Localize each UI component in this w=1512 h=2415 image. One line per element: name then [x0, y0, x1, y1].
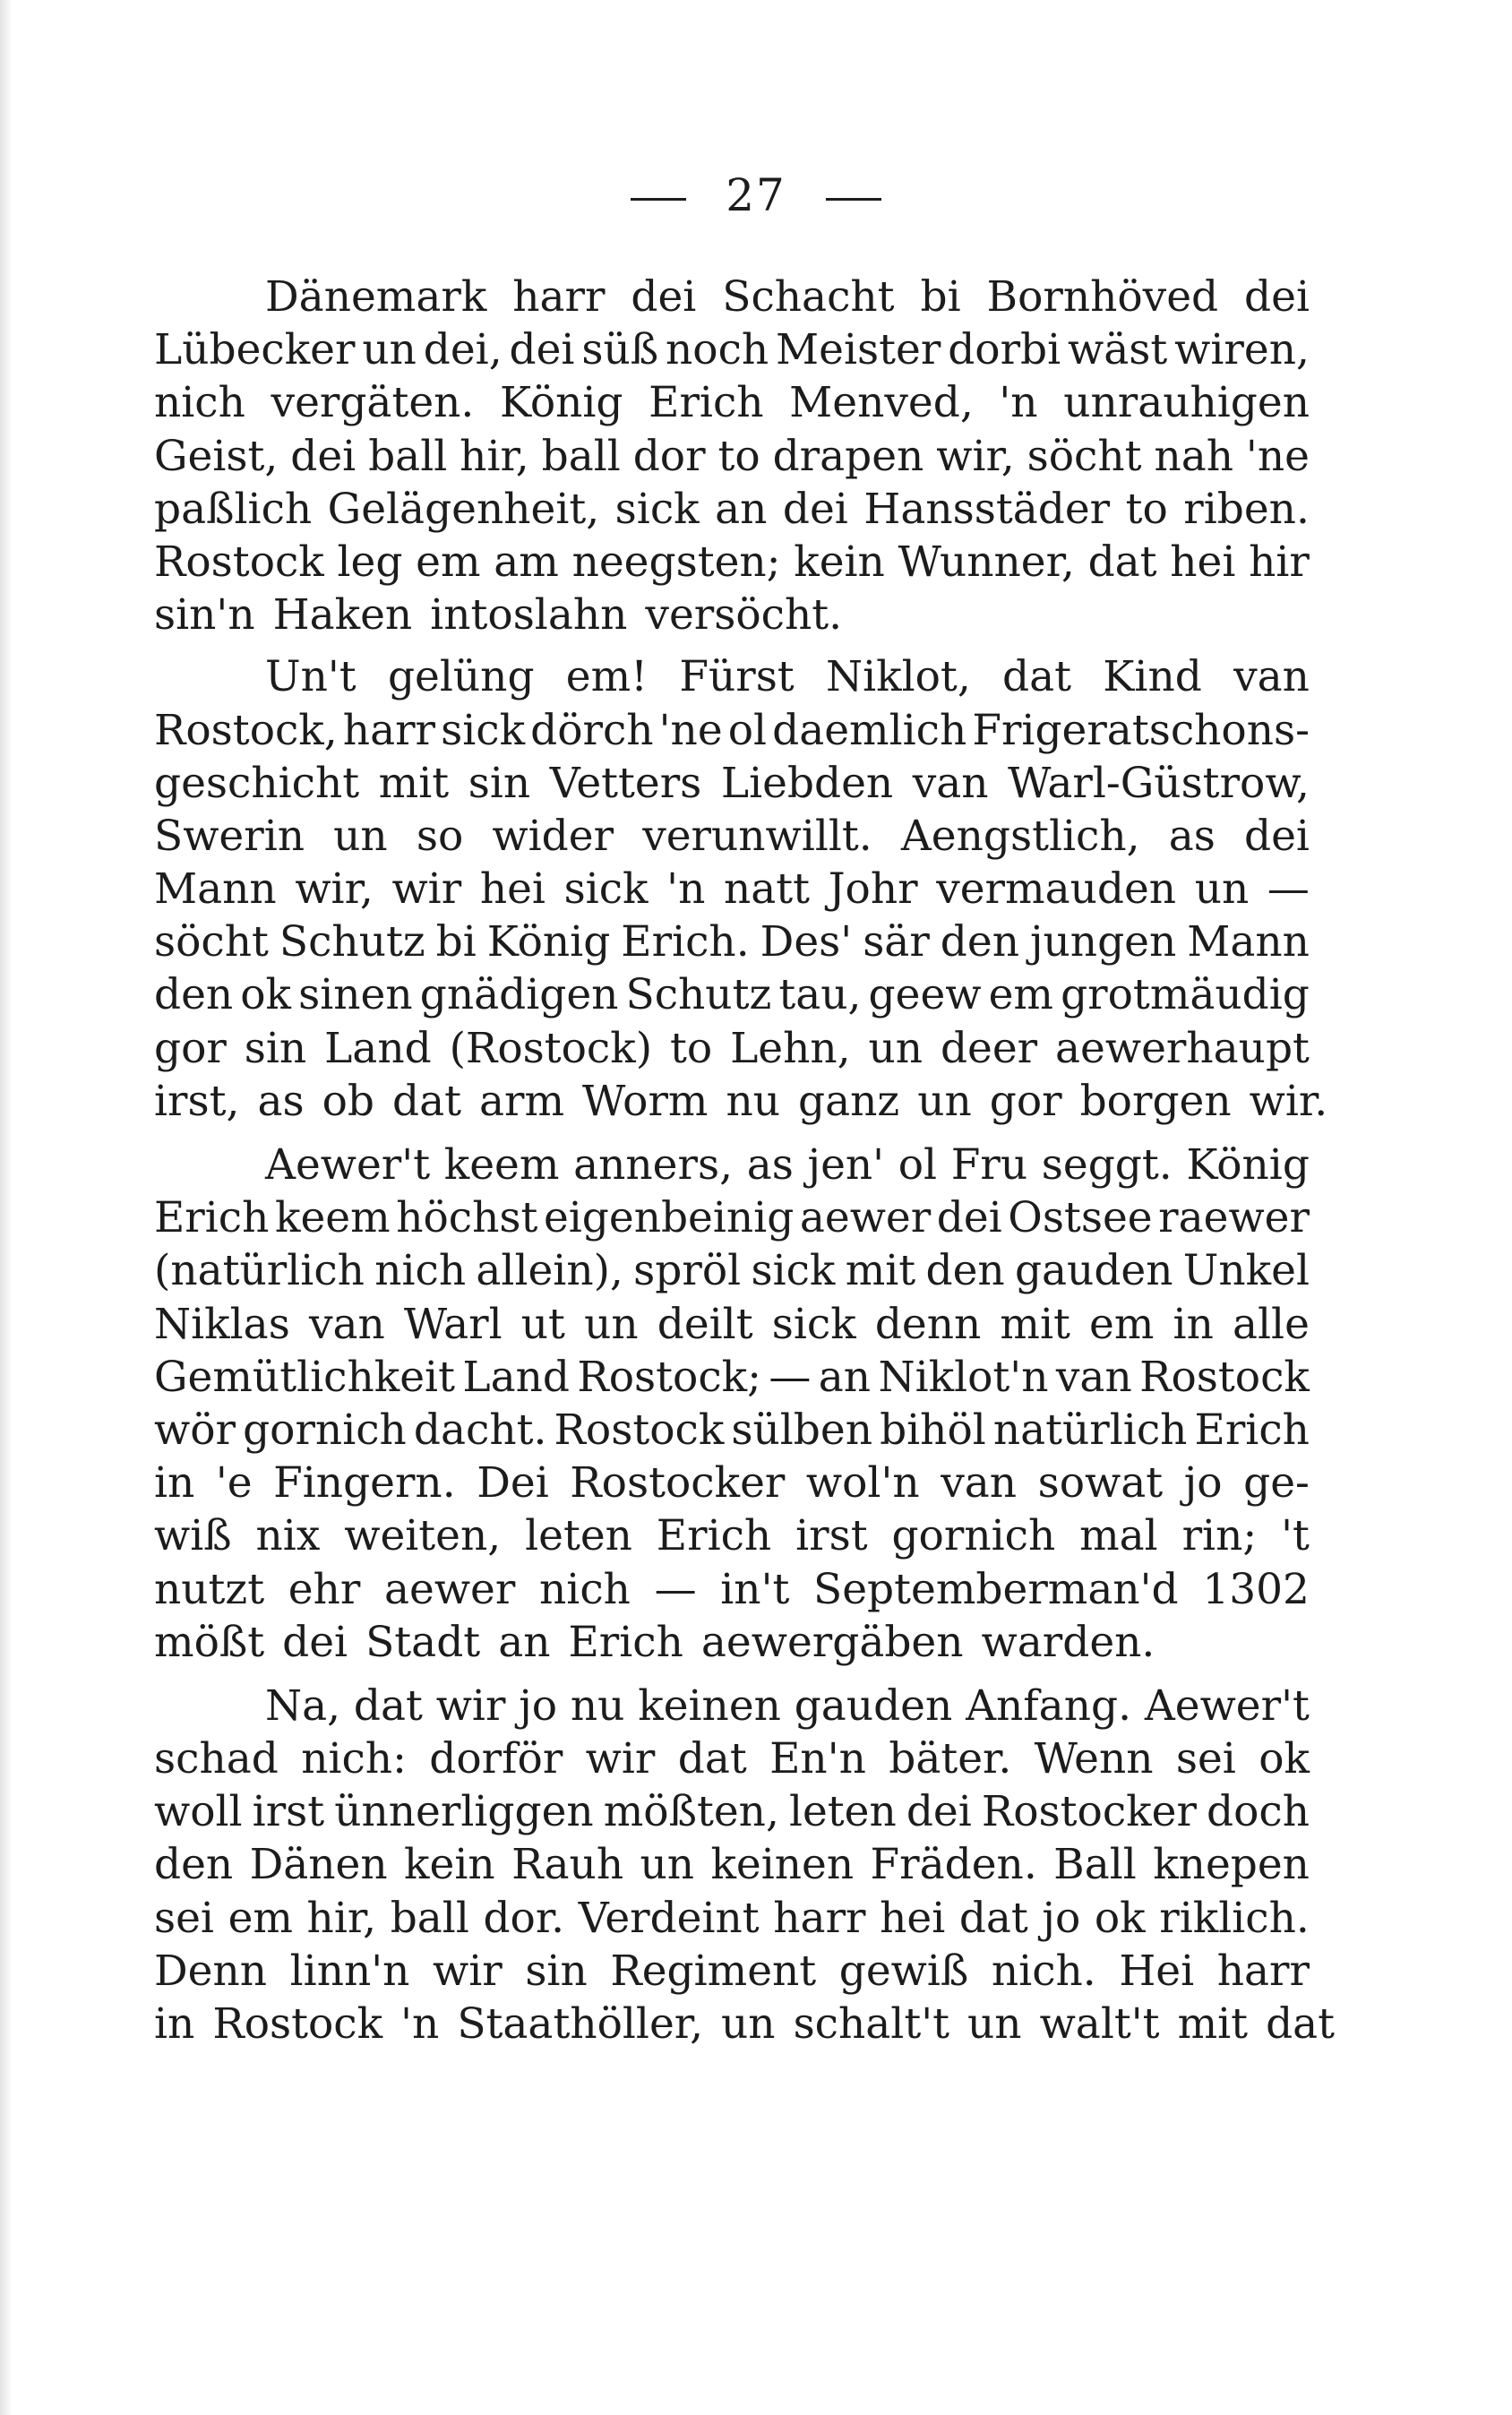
text-line: Erich keem höchst eigenbeinig aewer dei Ostsee raewer [154, 1193, 1310, 1243]
text-line: Gemütlichkeit Land Rostock; — an Niklot'n van Rostock [154, 1352, 1310, 1402]
text-line: wiß nix weiten, leten Erich irst gornich mal rin; 't [154, 1511, 1310, 1561]
page-header [0, 168, 1512, 222]
header-dash-left [631, 198, 686, 201]
text-line: mößt dei Stadt an Erich aewergäben warden. [154, 1617, 1155, 1667]
text-line: gor sin Land (Rostock) to Lehn, un deer aewerhaupt [154, 1023, 1310, 1073]
paragraph [154, 1680, 1336, 2050]
page-edge-shadow [0, 0, 13, 2415]
text-line: nich vergäten. König Erich Menved, 'n unrauhigen [154, 378, 1310, 428]
text-line: wör gornich dacht. Rostock sülben bihöl natürlich Erich [154, 1405, 1310, 1455]
text-line: Niklas van Warl ut un deilt sick denn mit em in alle [154, 1299, 1310, 1349]
text-line: in 'e Fingern. Dei Rostocker wol'n van sowat jo ge- [154, 1458, 1310, 1508]
text-line: geschicht mit sin Vetters Liebden van Warl-Güstrow, [154, 758, 1310, 808]
text-line: Denn linn'n wir sin Regiment gewiß nich. Hei harr [154, 1946, 1310, 1996]
text-line: in Rostock 'n Staathöller, un schalt't un walt't mit dat [154, 1999, 1336, 2049]
paragraph [154, 1139, 1310, 1669]
text-line: Na, dat wir jo nu keinen gauden Anfang. Aewer't [265, 1680, 1310, 1731]
text-line: irst, as ob dat arm Worm nu ganz un gor borgen wir. [154, 1076, 1328, 1126]
text-line: paßlich Gelägenheit, sick an dei Hansstäder to riben. [154, 484, 1310, 534]
text-line: sei em hir, ball dor. Verdeint harr hei dat jo ok riklich. [154, 1893, 1310, 1943]
paragraph [154, 650, 1328, 1128]
text-line: Un't gelüng em! Fürst Niklot, dat Kind van [265, 652, 1310, 702]
text-line: Mann wir, wir hei sick 'n natt Johr vermauden un — [154, 864, 1310, 915]
text-line: Dänemark harr dei Schacht bi Bornhöved dei [265, 272, 1310, 322]
page-number: 27 [726, 169, 786, 221]
body-text [154, 271, 1336, 2050]
text-line: Rostock leg em am neegsten; kein Wunner, dat hei hir [154, 537, 1310, 587]
text-line: sin'n Haken intoslahn versöcht. [154, 590, 843, 640]
header-dash-right [826, 198, 881, 201]
text-line: den Dänen kein Rauh un keinen Fräden. Ball knepen [154, 1840, 1310, 1890]
text-line: Rostock, harr sick dörch 'ne ol daemlich Frigeratschons- [154, 705, 1310, 755]
text-line: nutzt ehr aewer nich — in't Septemberman'd 1302 [154, 1564, 1310, 1614]
paragraph [154, 271, 1310, 641]
text-line: Lübecker un dei, dei süß noch Meister dorbi wäst wiren, [154, 325, 1310, 375]
text-line: söcht Schutz bi König Erich. Des' sär den jungen Mann [154, 917, 1310, 967]
text-line: woll irst ünnerliggen mößten, leten dei Rostocker doch [154, 1787, 1310, 1837]
text-line: Geist, dei ball hir, ball dor to drapen wir, söcht nah 'ne [154, 431, 1310, 481]
text-line: Swerin un so wider verunwillt. Aengstlich, as dei [154, 811, 1310, 861]
text-line: Aewer't keem anners, as jen' ol Fru seggt. König [265, 1140, 1310, 1190]
text-line: den ok sinen gnädigen Schutz tau, geew em grotmäudig [154, 970, 1310, 1020]
text-line: schad nich: dorför wir dat En'n bäter. Wenn sei ok [154, 1734, 1310, 1784]
text-line: (natürlich nich allein), spröl sick mit den gauden Unkel [154, 1246, 1310, 1296]
